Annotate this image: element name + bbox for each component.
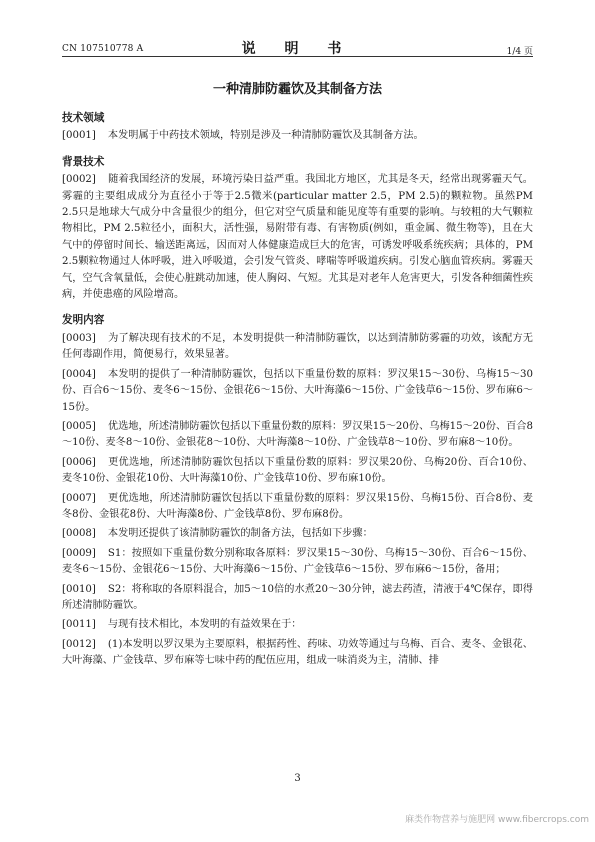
paragraph-text: 优选地，所述清肺防霾饮包括以下重量份数的原料：罗汉果15～20份、乌梅15～20份、百合8～10份、麦冬8～10份、金银花8～10份、大叶海藻8～10份、广金钱草8～10份、罗布麻8～10份。 <box>62 420 533 449</box>
paragraph-number: [0005] <box>62 420 96 432</box>
paragraph-number: [0008] <box>62 528 96 540</box>
paragraph <box>62 491 533 524</box>
paragraph-number: [0009] <box>62 547 96 559</box>
page-count: 1/4 页 <box>506 47 533 57</box>
paragraph <box>62 582 533 615</box>
section-heading: 发明内容 <box>62 314 105 327</box>
paragraph <box>62 455 533 488</box>
section-heading: 技术领域 <box>62 112 105 124</box>
paragraph <box>62 637 533 670</box>
paragraph <box>62 617 533 633</box>
paragraph <box>62 128 533 144</box>
paragraph <box>62 172 533 303</box>
paragraph-number: [0002] <box>62 174 96 186</box>
paragraph-number: [0007] <box>62 492 96 504</box>
paragraph-number: [0006] <box>62 456 96 468</box>
invention-title: 一种清肺防霾饮及其制备方法 <box>212 82 382 97</box>
document-type-title: 说 明 书 <box>241 41 354 57</box>
paragraph-number: [0011] <box>62 619 96 631</box>
paragraph <box>62 367 533 416</box>
paragraph-number: [0001] <box>62 130 96 142</box>
paragraph-number: [0010] <box>62 583 96 595</box>
paragraph-text: 随着我国经济的发展，环境污染日益严重。我国北方地区，尤其是冬天，经常出现雾霾天气。雾霾的主要组成成分为直径小于等于2.5微米(particular matter 2.5，PM 2.5)的颗粒物。虽然PM 2.5只是地球大气成分中含量很少的组分，但它对空气质量和能见度等有重要的影响。与较粗的大气颗粒物相比，PM 2.5粒径小，面积大，活性强，易附带有毒、有害物质(例如，重金属、微生物等)，且在大气中的停留时间长、输送距离远，因而对人体健康造成巨大的危害，可诱发呼吸系统疾病；具体的，PM 2.5颗粒物通过人体呼吸，进入呼吸道，会引发气管炎、哮喘等呼吸道疾病。引发心脑血管疾病。雾霾天气，空气含氧量低，会使心脏跳动加速，使人胸闷、气短。尤其是对老年人危害更大，引发各种细菌性疾病，并使患癌的风险增高。 <box>62 174 533 301</box>
paragraph-text: 更优选地，所述清肺防霾饮包括以下重量份数的原料：罗汉果15份、乌梅15份、百合8份、麦冬8份、金银花8份、大叶海藻8份、广金钱草8份、罗布麻8份。 <box>62 492 533 520</box>
paragraph <box>62 546 533 579</box>
paragraph <box>62 419 533 452</box>
paragraph-text: 与现有技术相比，本发明的有益效果在于： <box>107 619 302 631</box>
paragraph <box>62 331 533 364</box>
page-header <box>62 36 533 58</box>
paragraph-text: S1：按照如下重量份数分别称取各原料：罗汉果15～30份、乌梅15～30份、百合6～15份、麦冬6～15份、金银花6～15份、大叶海藻6～15份、广金钱草6～15份、罗布麻6～15份，备用； <box>62 547 533 576</box>
paragraph-text: 更优选地，所述清肺防霾饮包括以下重量份数的原料：罗汉果20份、乌梅20份、百合10份、麦冬10份、金银花10份、大叶海藻10份、广金钱草10份、罗布麻10份。 <box>62 456 533 485</box>
paragraph-text: 本发明的提供了一种清肺防霾饮，包括以下重量份数的原料：罗汉果15～30份、乌梅15～30份、百合6～15份、麦冬6～15份、金银花6～15份、大叶海藻6～15份、广金钱草6～15份、罗布麻6～15份。 <box>62 368 533 413</box>
paragraph <box>62 526 533 542</box>
paragraph-text: 本发明还提供了该清肺防霾饮的制备方法，包括如下步骤： <box>107 528 373 540</box>
paragraph-text: S2：将称取的各原料混合，加5～10倍的水煮20～30分钟，滤去药渣，清液于4℃保存，即得所述清肺防霾饮。 <box>62 583 533 611</box>
page-number: 3 <box>294 773 301 784</box>
paragraph-text: (1)本发明以罗汉果为主要原料，根据药性、药味、功效等通过与乌梅、百合、麦冬、金银花、大叶海藻、广金钱草、罗布麻等七味中药的配伍应用，组成一味消炎为主，清肺、排 <box>62 638 533 667</box>
paragraph-number: [0012] <box>62 638 96 650</box>
header-divider <box>62 56 533 57</box>
document-body <box>62 110 533 673</box>
paragraph-text: 本发明属于中药技术领域，特别是涉及一种清肺防霾饮及其制备方法。 <box>107 130 424 142</box>
section-heading: 背景技术 <box>62 155 105 168</box>
watermark: 麻类作物营养与施肥网 www.fibercrops.com <box>405 815 589 825</box>
patent-number: CN 107510778 A <box>62 44 144 54</box>
paragraph-text: 为了解决现有技术的不足，本发明提供一种清肺防霾饮，以达到清肺防雾霾的功效，该配方无任何毒副作用，简便易行，效果显著。 <box>62 332 533 361</box>
paragraph-number: [0004] <box>62 368 96 380</box>
paragraph-number: [0003] <box>62 332 96 344</box>
